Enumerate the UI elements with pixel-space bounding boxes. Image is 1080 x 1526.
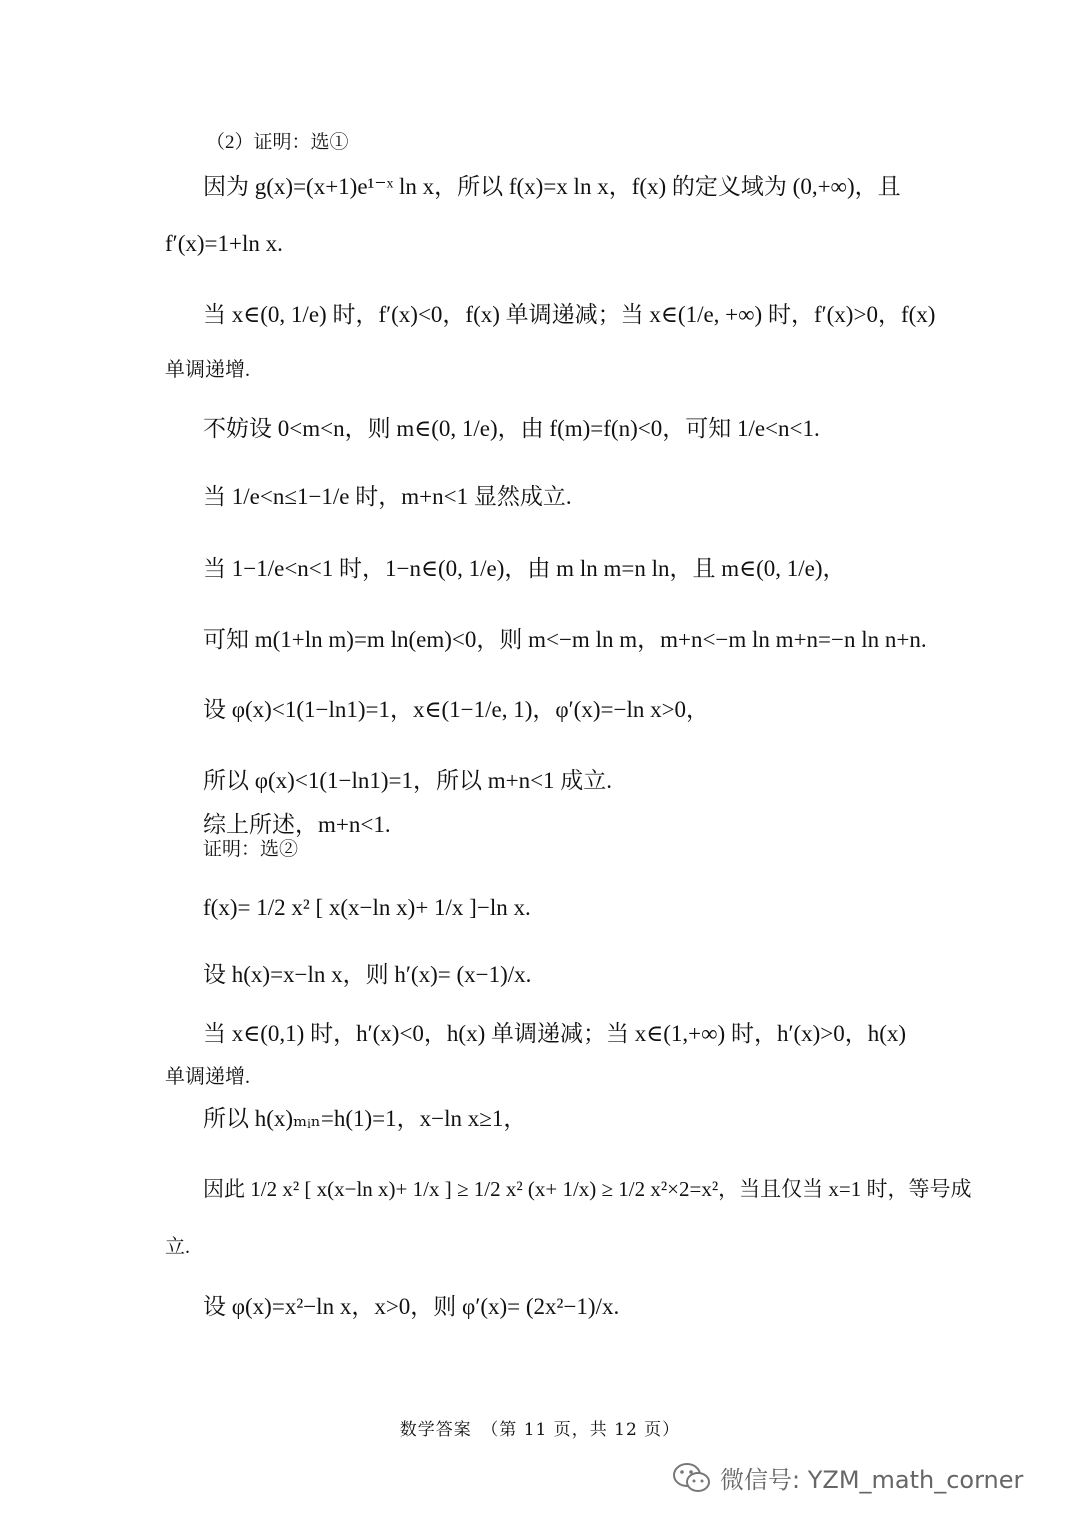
text-line: 所以 h(x)ₘᵢₙ=h(1)=1，x−ln x≥1， (203, 1106, 527, 1131)
text-line: 不妨设 0<m<n，则 m∈(0, 1/e)，由 f(m)=f(n)<0，可知 1/e<n<1. (203, 416, 820, 441)
text-line: 综上所述，m+n<1. (203, 812, 391, 837)
text-line: f′(x)=1+ln x. (165, 231, 283, 256)
text-line: 立. (165, 1236, 190, 1258)
text-line: 当 x∈(0,1) 时，h′(x)<0，h(x) 单调递减；当 x∈(1,+∞) 时，h′(x)>0，h(x) (203, 1021, 907, 1046)
wechat-icon (672, 1461, 712, 1495)
text-line: 所以 φ(x)<1(1−ln1)=1，所以 m+n<1 成立. (203, 768, 613, 793)
text-line: 当 1−1/e<n<1 时，1−n∈(0, 1/e)，由 m ln m=n ln，且 m∈(0, 1/e)， (203, 556, 846, 581)
text-line: f(x)= 1/2 x² [ x(x−ln x)+ 1/x ]−ln x. (203, 895, 531, 920)
text-line: 设 φ(x)=x²−ln x，x>0，则 φ′(x)= (2x²−1)/x. (203, 1294, 620, 1319)
section-heading: 证明：选② (203, 839, 299, 860)
text-line: 单调递增. (165, 1066, 250, 1088)
text-line: 当 1/e<n≤1−1/e 时，m+n<1 显然成立. (203, 484, 572, 509)
text-line: 因此 1/2 x² [ x(x−ln x)+ 1/x ] ≥ 1/2 x² (x+ 1/x) ≥ 1/2 x²×2=x²，当且仅当 x=1 时，等号成 (203, 1177, 972, 1201)
text-line: 设 h(x)=x−ln x，则 h′(x)= (x−1)/x. (203, 962, 532, 987)
section-heading: （2）证明：选① (206, 132, 349, 153)
watermark-text: 微信号: YZM_math_corner (720, 1466, 1024, 1494)
page-footer: 数学答案 （第 11 页，共 12 页） (399, 1420, 681, 1440)
text-line: 当 x∈(0, 1/e) 时，f′(x)<0，f(x) 单调递减；当 x∈(1/e, +∞) 时，f′(x)>0，f(x) (203, 302, 936, 327)
watermark (672, 1460, 1023, 1495)
text-line: 单调递增. (165, 359, 250, 381)
text-line: 因为 g(x)=(x+1)e¹⁻ˣ ln x，所以 f(x)=x ln x，f(x) 的定义域为 (0,+∞)，且 (203, 174, 901, 199)
text-line: 设 φ(x)<1(1−ln1)=1，x∈(1−1/e, 1)，φ′(x)=−ln x>0， (203, 697, 710, 722)
text-line: 可知 m(1+ln m)=m ln(em)<0，则 m<−m ln m，m+n<−m ln m+n=−n ln n+n. (203, 627, 927, 652)
